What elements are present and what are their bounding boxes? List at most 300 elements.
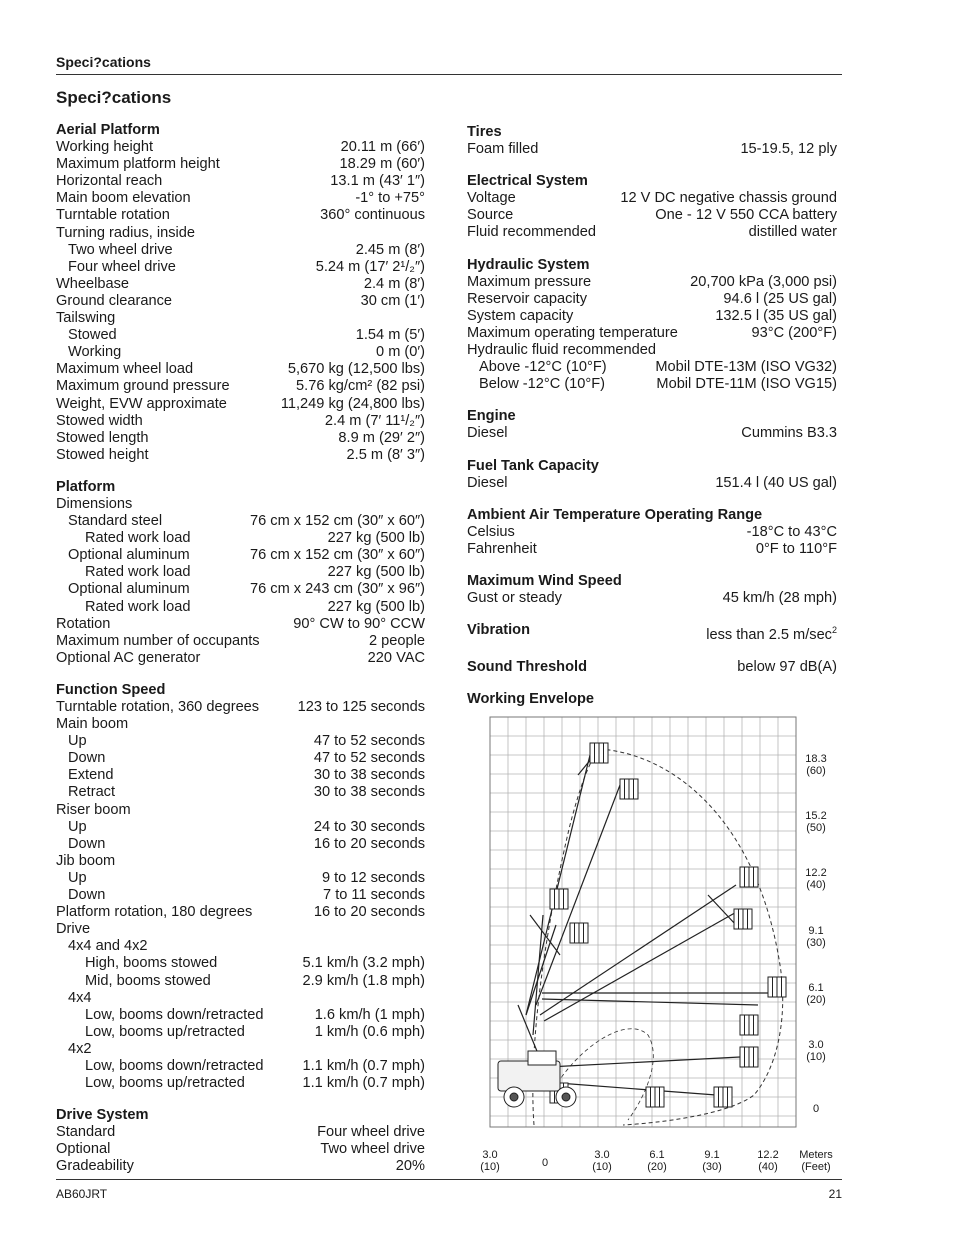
spec-value: 30 to 38 seconds [313,784,425,801]
spec-label: Working height [56,139,154,156]
y-label-feet: (50) [806,822,826,834]
y-axis-label [802,753,830,777]
spec-label: Extend [68,767,114,784]
spec-label: Hydraulic fluid recommended [467,342,656,359]
spec-value: Four wheel drive [317,1124,425,1141]
spec-value: Two wheel drive [320,1141,425,1158]
spec-label: Rotation [56,615,111,632]
spec-value: 1.54 m (5′) [355,327,425,344]
spec-value: 13.1 m (43′ 1″) [330,173,425,190]
spec-value: 93°C (200°F) [751,324,837,341]
spec-label: 4x4 and 4x2 [68,938,148,955]
spec-label: Maximum platform height [56,156,220,173]
spec-label: Diesel [467,425,508,442]
spec-row [467,359,837,376]
spec-row [56,904,425,921]
spec-row [56,955,425,972]
spec-rows [56,496,425,667]
main-boom-diagonal [540,885,736,1015]
wind-speed-section [467,573,837,607]
spec-value: Cummins B3.3 [741,425,837,442]
spec-label: Wheelbase [56,275,130,292]
spec-value: 360° continuous [320,207,425,224]
footer-model: AB60JRT [56,1187,108,1201]
spec-row [467,207,837,224]
spec-label: Down [68,835,106,852]
spec-value: 2.4 m (8′) [363,275,425,292]
spec-row [467,590,837,607]
y-axis-label [802,1103,830,1115]
spec-value: 227 kg (500 lb) [327,598,425,615]
section-heading: Vibration [467,622,530,639]
footer-rule [56,1179,842,1180]
spec-value: 18.29 m (60′) [339,156,425,173]
spec-label: High, booms stowed [85,955,218,972]
spec-value: 16 to 20 seconds [313,904,425,921]
x-label-meters: 3.0 [482,1149,498,1161]
spec-value: 227 kg (500 lb) [327,530,425,547]
spec-row [56,633,425,650]
spec-label: Main boom elevation [56,190,191,207]
x-label-feet: (10) [592,1161,612,1173]
axis-units-label [796,1149,836,1173]
main-boom-high [526,755,590,1015]
spec-label: Voltage [467,190,516,207]
spec-label: Up [68,733,87,750]
spec-label: Low, booms down/retracted [85,1006,264,1023]
spec-label: Source [467,207,514,224]
spec-value: 30 to 38 seconds [313,767,425,784]
spec-row [56,496,425,513]
fuel-tank-section [467,458,837,492]
boom-ground [558,1083,716,1095]
x-label-meters: 12.2 [757,1149,779,1161]
tires-section [467,124,837,158]
vibration-value-text: less than 2.5 m/sec [706,627,832,644]
spec-row [467,308,837,325]
spec-value: distilled water [748,224,837,241]
spec-row [56,513,425,530]
spec-row [467,541,837,558]
spec-label: Optional aluminum [68,547,190,564]
page-title: Speci?cations [56,88,172,107]
spec-value: 5.76 kg/cm² (82 psi) [296,378,425,395]
spec-label: Two wheel drive [68,241,173,258]
spec-value: 20.11 m (66′) [340,139,425,156]
footer-page-number: 21 [828,1187,842,1201]
y-label-feet: (60) [806,765,826,777]
spec-row [56,921,425,938]
spec-label: Stowed height [56,446,149,463]
spec-row [467,524,837,541]
x-label-feet: (40) [758,1161,778,1173]
spec-row [56,225,425,242]
spec-row [56,1041,425,1058]
spec-row [56,1158,425,1175]
spec-value: 151.4 l (40 US gal) [715,474,837,491]
spec-row [56,413,425,430]
x-label-meters: 3.0 [594,1149,610,1161]
spec-label: 4x4 [68,989,92,1006]
spec-rows [56,1124,425,1175]
function-speed-section [56,682,425,1092]
sound-value: below 97 dB(A) [737,659,837,676]
spec-label: Down [68,750,106,767]
spec-row [56,716,425,733]
boom-low [548,1057,740,1067]
spec-label: Up [68,869,87,886]
spec-label: Tailswing [56,310,116,327]
spec-row [56,139,425,156]
spec-value: Mobil DTE-13M (ISO VG32) [655,359,837,376]
spec-row [56,853,425,870]
spec-value: 1.6 km/h (1 mph) [314,1006,425,1023]
spec-label: Above -12°C (10°F) [479,359,607,376]
spec-label: Riser boom [56,801,131,818]
x-label-meters: 0 [541,1157,549,1169]
spec-label: Up [68,818,87,835]
y-axis-label [802,925,830,949]
spec-value: 12 V DC negative chassis ground [620,190,837,207]
spec-rows [56,699,425,1092]
spec-label: Diesel [467,474,508,491]
spec-row [56,344,425,361]
spec-label: Maximum pressure [467,273,592,290]
units-meters: Meters [799,1149,833,1161]
spec-value: 20% [395,1158,425,1175]
y-label-meters: 3.0 [808,1039,824,1051]
spec-rows [467,425,837,442]
spec-rows [467,141,837,158]
y-axis-label [802,810,830,834]
spec-row [56,310,425,327]
spec-label: Platform rotation, 180 degrees [56,904,253,921]
spec-row [56,990,425,1007]
spec-row [467,190,837,207]
spec-row [56,447,425,464]
spec-value: 5.1 km/h (3.2 mph) [302,955,425,972]
spec-value: 220 VAC [367,649,425,666]
engine-section [467,408,837,442]
spec-label: Ground clearance [56,292,173,309]
y-label-meters: 6.1 [808,982,824,994]
spec-rows [467,190,837,241]
vibration-section [467,622,837,644]
spec-rows [467,475,837,492]
section-heading: Tires [467,124,502,140]
spec-row [56,156,425,173]
spec-row [56,1058,425,1075]
x-label-feet: (30) [702,1161,722,1173]
spec-value: 5,670 kg (12,500 lbs) [287,361,425,378]
spec-row [56,190,425,207]
spec-value: 94.6 l (25 US gal) [723,290,837,307]
spec-value: 1 km/h (0.6 mph) [314,1023,425,1040]
spec-label: Gradeability [56,1158,134,1175]
header-rule [56,74,842,75]
spec-label: Maximum operating temperature [467,324,678,341]
spec-value: 132.5 l (35 US gal) [715,307,837,324]
section-heading: Maximum Wind Speed [467,572,622,589]
drive-system-section [56,1107,425,1175]
section-heading: Fuel Tank Capacity [467,457,599,474]
section-heading: Hydraulic System [467,256,590,273]
spec-value: 2.45 m (8′) [355,241,425,258]
spec-row [56,938,425,955]
spec-label: Standard [56,1124,116,1141]
x-axis-label [470,1149,510,1173]
spec-label: Four wheel drive [68,258,176,275]
spec-value: 8.9 m (29′ 2″) [338,429,425,446]
spec-label: Rated work load [85,564,191,581]
right-column [467,124,837,708]
main-boom-mid [536,785,620,1005]
vibration-exponent: 2 [831,625,837,636]
spec-label: Turntable rotation, 360 degrees [56,699,260,715]
spec-label: Optional [56,1141,111,1158]
section-heading: Platform [56,478,116,495]
spec-label: Reservoir capacity [467,290,588,307]
spec-label: Dimensions [56,495,133,512]
spec-label: Foam filled [467,141,539,158]
spec-row [56,767,425,784]
machine-base [498,1051,576,1107]
spec-label: Maximum wheel load [56,361,194,378]
x-label-meters: 9.1 [704,1149,720,1161]
spec-row [56,276,425,293]
front-hub [562,1093,570,1101]
working-envelope-diagram [478,715,844,1177]
spec-value: -18°C to 43°C [746,523,837,540]
y-axis-label [802,1039,830,1063]
spec-label: Jib boom [56,852,116,869]
spec-row [467,342,837,359]
y-label-meters: 9.1 [808,925,824,937]
spec-row [56,870,425,887]
y-label-meters: 0 [812,1103,820,1115]
spec-value: 90° CW to 90° CCW [293,615,425,632]
spec-label: System capacity [467,307,574,324]
spec-value: 30 cm (1′) [360,292,425,309]
spec-value: 1.1 km/h (0.7 mph) [302,1057,425,1074]
spec-label: 4x2 [68,1040,92,1057]
spec-label: Horizontal reach [56,173,163,190]
ambient-temp-section [467,507,837,558]
spec-row [467,224,837,241]
spec-row [56,1075,425,1092]
y-label-feet: (20) [806,994,826,1006]
y-axis-label [802,867,830,891]
spec-label: Stowed length [56,429,149,446]
y-label-meters: 12.2 [805,867,827,879]
spec-value: -1° to +75° [355,190,425,207]
spec-value: 2 people [369,632,425,649]
x-axis-label [692,1149,732,1173]
spec-row [56,784,425,801]
running-header: Speci?cations [56,54,151,70]
spec-label: Down [68,887,106,904]
envelope-drawing [478,715,844,1177]
spec-row [56,547,425,564]
spec-rows [467,524,837,558]
section-heading: Aerial Platform [56,122,160,138]
spec-rows [467,590,837,607]
spec-label: Mid, booms stowed [85,972,211,989]
x-label-feet: (10) [480,1161,500,1173]
section-heading: Ambient Air Temperature Operating Range [467,506,763,523]
spec-row [56,1141,425,1158]
spec-label: Working [68,344,122,361]
spec-row [56,699,425,716]
spec-label: Turning radius, inside [56,224,195,241]
spec-row [56,430,425,447]
spec-label: Optional aluminum [68,581,190,598]
spec-row [56,530,425,547]
x-axis-label [748,1149,788,1173]
spec-value: 0°F to 110°F [755,540,837,557]
spec-label: Standard steel [68,513,163,530]
spec-rows [56,139,425,464]
spec-value: 1.1 km/h (0.7 mph) [302,1075,425,1092]
spec-row [56,599,425,616]
spec-row [467,475,837,492]
spec-value: 2.5 m (8′ 3″) [346,446,425,463]
spec-value: 9 to 12 seconds [321,869,425,886]
spec-row [56,207,425,224]
spec-value: 76 cm x 152 cm (30″ x 60″) [250,513,425,530]
y-label-meters: 18.3 [805,753,827,765]
spec-row [56,564,425,581]
spec-value: 7 to 11 seconds [323,887,425,904]
x-axis-label [525,1157,565,1169]
x-label-meters: 6.1 [649,1149,665,1161]
spec-row [56,293,425,310]
spec-row [56,396,425,413]
y-label-feet: (10) [806,1051,826,1063]
turntable [528,1051,556,1065]
x-axis-label [582,1149,622,1173]
spec-row [56,1024,425,1041]
spec-value: 227 kg (500 lb) [327,564,425,581]
spec-row [56,616,425,633]
y-label-meters: 15.2 [805,810,827,822]
x-label-feet: (20) [647,1161,667,1173]
spec-value: 45 km/h (28 mph) [722,590,837,607]
rear-hub [510,1093,518,1101]
spec-row [467,376,837,393]
spec-row [56,973,425,990]
left-column [56,122,425,1191]
spec-row [56,836,425,853]
spec-label: Gust or steady [467,590,562,607]
spec-row [56,802,425,819]
spec-row [56,733,425,750]
spec-label: Stowed [68,327,117,344]
spec-label: Turntable rotation [56,207,170,224]
spec-row [56,750,425,767]
spec-row [467,141,837,158]
spec-value: 15-19.5, 12 ply [740,141,837,158]
spec-value: 5.24 m (17′ 2¹/₂″) [315,258,425,275]
spec-label: Rated work load [85,530,191,547]
spec-label: Retract [68,784,116,801]
spec-label: Rated work load [85,598,191,615]
spec-label: Optional AC generator [56,649,201,666]
spec-label: Maximum ground pressure [56,378,230,395]
spec-value: 11,249 kg (24,800 lbs) [280,395,425,412]
spec-value: 2.9 km/h (1.8 mph) [302,972,425,989]
spec-value: 76 cm x 152 cm (30″ x 60″) [250,547,425,564]
hydraulic-section [467,257,837,394]
spec-row [56,887,425,904]
spec-value: One - 12 V 550 CCA battery [655,207,837,224]
spec-label: Weight, EVW approximate [56,395,227,412]
spec-row [56,242,425,259]
spec-row [56,1007,425,1024]
section-heading: Sound Threshold [467,659,587,676]
spec-label: Celsius [467,523,515,540]
section-heading: Drive System [56,1107,149,1124]
spec-row [56,581,425,598]
spec-value: 47 to 52 seconds [313,750,425,767]
spec-label: Low, booms up/retracted [85,1023,245,1040]
spec-value: 24 to 30 seconds [313,818,425,835]
vibration-value [706,622,837,644]
spec-row [56,378,425,395]
section-heading: Function Speed [56,681,166,698]
y-label-feet: (30) [806,937,826,949]
spec-value: 47 to 52 seconds [313,733,425,750]
spec-row [56,173,425,190]
spec-row [467,274,837,291]
spec-row [56,1124,425,1141]
spec-value: 0 m (0′) [376,344,425,361]
spec-row [467,325,837,342]
spec-row [467,291,837,308]
units-feet: (Feet) [801,1161,831,1173]
sound-section [467,659,837,676]
x-axis-label [637,1149,677,1173]
envelope-heading: Working Envelope [467,691,595,708]
spec-label: Main boom [56,716,129,733]
spec-value: 16 to 20 seconds [313,835,425,852]
spec-row [467,425,837,442]
spec-label: Fahrenheit [467,540,537,557]
spec-label: Fluid recommended [467,224,596,241]
electrical-section [467,173,837,241]
spec-row [56,327,425,344]
spec-row [56,819,425,836]
spec-value: 76 cm x 243 cm (30″ x 96″) [250,581,425,598]
platform-baskets [550,743,786,1107]
y-label-feet: (40) [806,879,826,891]
spec-label: Drive [56,921,91,938]
section-heading: Electrical System [467,173,588,190]
y-axis-label [802,982,830,1006]
aerial-platform-section [56,122,425,464]
spec-row [56,361,425,378]
section-heading: Engine [467,408,516,425]
platform-section [56,479,425,667]
spec-label: Below -12°C (10°F) [479,376,606,393]
spec-value: 2.4 m (7′ 11¹/₂″) [324,412,425,429]
spec-label: Maximum number of occupants [56,632,260,649]
spec-row [56,650,425,667]
spec-value: 123 to 125 seconds [297,699,425,715]
spec-label: Stowed width [56,412,143,429]
spec-row [56,259,425,276]
spec-rows [467,274,837,394]
